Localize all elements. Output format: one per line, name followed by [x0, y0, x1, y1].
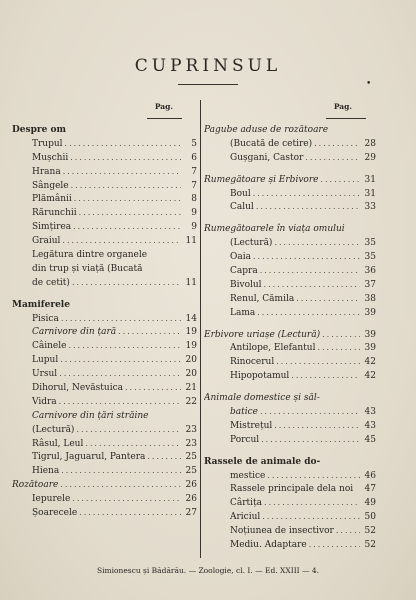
dot-leader	[296, 292, 360, 306]
toc-entry	[12, 234, 197, 248]
toc-entry-page: 50	[364, 512, 376, 523]
dot-leader	[74, 192, 181, 206]
left-pag-rule	[147, 118, 182, 119]
toc-entry	[204, 292, 376, 306]
toc-entry-page: 22	[185, 396, 197, 407]
toc-entry-label: Rinocerul	[230, 357, 275, 368]
left-entries	[12, 123, 197, 520]
toc-spacer	[204, 320, 376, 328]
toc-entry-page: 8	[191, 194, 197, 205]
dot-leader	[61, 464, 181, 478]
toc-entry-page: 38	[364, 293, 376, 304]
toc-entry	[204, 187, 376, 201]
page-footer: Simionescu și Bădărău. — Zoologie, cl. I. — Ed. XXIII — 4.	[96, 566, 320, 575]
toc-entry-label: din trup și viață (Bucată	[32, 263, 143, 274]
toc-entry-page: 31	[364, 174, 376, 185]
toc-entry-page: 20	[185, 355, 197, 366]
dot-leader	[70, 151, 181, 165]
toc-entry-label: Râsul, Leul	[32, 438, 84, 449]
toc-entry	[12, 478, 197, 492]
toc-entry-label: Gușgani, Castor	[230, 152, 304, 163]
toc-entry-page: 52	[364, 540, 376, 551]
toc-entry	[12, 506, 197, 520]
toc-entry-page: 7	[191, 180, 197, 191]
toc-entry	[204, 455, 376, 469]
toc-entry	[204, 391, 376, 405]
toc-spacer	[204, 383, 376, 391]
toc-entry	[204, 236, 376, 250]
toc-entry-page: 47	[364, 484, 376, 495]
toc-entry-label: Rumegătoare și Erbivore	[204, 174, 319, 185]
dot-leader	[76, 423, 181, 437]
dot-leader	[73, 220, 181, 234]
toc-entry-page: 6	[191, 152, 197, 163]
toc-entry-label: Pagube aduse de rozătoare	[204, 125, 329, 135]
toc-entry-label: Tigrul, Jaguarul, Pantera	[32, 452, 146, 463]
toc-entry-label: (Lectură)	[230, 238, 273, 249]
toc-entry-page: 5	[191, 138, 197, 149]
toc-entry-label: Noțiunea de insectivor	[230, 526, 334, 537]
toc-entry	[204, 510, 376, 524]
toc-entry-page: 11	[185, 277, 197, 288]
toc-entry	[204, 524, 376, 538]
toc-entry	[12, 464, 197, 478]
toc-entry	[12, 353, 197, 367]
toc-entry-label: Ursul	[32, 369, 58, 380]
toc-entry	[12, 409, 197, 423]
toc-entry	[204, 264, 376, 278]
dot-leader	[60, 353, 181, 367]
dot-leader	[253, 187, 360, 201]
toc-entry-label: Despre om	[12, 125, 67, 135]
toc-entry-page: 9	[191, 208, 197, 219]
toc-entry-page: 21	[185, 383, 197, 394]
toc-entry-label: Șoarecele	[32, 508, 78, 519]
toc-entry-page: 25	[185, 466, 197, 477]
toc-entry	[12, 248, 197, 262]
toc-entry	[12, 276, 197, 290]
toc-entry-page: 35	[364, 238, 376, 249]
toc-entry	[204, 355, 376, 369]
toc-entry-label: Hrana	[32, 166, 61, 177]
dot-leader	[118, 325, 181, 339]
toc-entry-page: 52	[364, 526, 376, 537]
toc-entry	[12, 381, 197, 395]
toc-entry-label: Rozătoare	[12, 480, 59, 491]
toc-entry	[204, 250, 376, 264]
toc-entry	[12, 423, 197, 437]
dot-leader	[72, 276, 181, 290]
dot-leader	[65, 137, 181, 151]
toc-entry-page: 14	[185, 313, 197, 324]
toc-entry	[204, 369, 376, 383]
toc-entry	[12, 192, 197, 206]
dot-leader	[62, 234, 181, 248]
toc-entry	[12, 339, 197, 353]
toc-entry-label: Cârtița	[230, 498, 263, 509]
toc-entry-label: batice	[230, 407, 258, 418]
toc-entry	[12, 492, 197, 506]
dot-leader	[261, 433, 360, 447]
toc-entry	[204, 405, 376, 419]
page-title: CUPRINSUL	[134, 56, 282, 76]
toc-entry-label: Porcul	[230, 434, 260, 445]
toc-entry-page: 31	[364, 188, 376, 199]
toc-entry	[12, 151, 197, 165]
toc-entry-page: 7	[191, 166, 197, 177]
toc-entry-label: Rărunchii	[32, 208, 77, 219]
dot-leader	[147, 450, 181, 464]
toc-entry	[204, 137, 376, 151]
toc-entry-label: Carnivore din țări străine	[32, 410, 149, 421]
toc-entry	[204, 173, 376, 187]
toc-entry-page: 27	[185, 508, 197, 519]
toc-entry-page: 42	[364, 357, 376, 368]
toc-entry-label: (Bucată de cetire)	[230, 138, 313, 149]
toc-entry-label: Trupul	[32, 138, 63, 149]
dot-leader	[79, 206, 181, 220]
toc-entry	[12, 325, 197, 339]
dot-leader	[291, 369, 360, 383]
toc-entry-page: 39	[364, 307, 376, 318]
toc-entry-page: 35	[364, 252, 376, 263]
toc-entry-page: 42	[364, 371, 376, 382]
toc-entry-label: Simțirea	[32, 222, 72, 233]
column-divider	[200, 100, 201, 558]
dot-leader	[262, 510, 360, 524]
toc-entry	[12, 137, 197, 151]
toc-entry	[12, 437, 197, 451]
toc-entry-label: Dihorul, Nevăstuica	[32, 383, 123, 394]
toc-entry-label: Plămânii	[32, 194, 72, 205]
toc-entry-label: Renul, Cămila	[230, 293, 295, 304]
right-pag-rule	[326, 118, 366, 119]
toc-entry-label: Graiul	[32, 236, 61, 247]
toc-entry-page: 19	[185, 327, 197, 338]
dot-leader	[61, 312, 181, 326]
toc-spacer	[204, 214, 376, 222]
dot-leader	[63, 165, 181, 179]
toc-entry	[204, 306, 376, 320]
dot-leader	[264, 278, 360, 292]
toc-entry-label: Rumegătoarele în viața omului	[204, 224, 345, 235]
toc-entry	[12, 262, 197, 276]
toc-entry-label: Legătura dintre organele	[32, 250, 148, 261]
dot-leader	[317, 341, 360, 355]
toc-entry	[204, 278, 376, 292]
title-underline	[178, 84, 238, 85]
toc-entry-page: 23	[185, 424, 197, 435]
toc-entry	[12, 395, 197, 409]
toc-entry-label: Antilope, Elefantul	[230, 343, 316, 354]
toc-entry-label: Rassele principale dela noi	[230, 484, 354, 495]
dot-leader	[257, 306, 360, 320]
left-pag-header: Pag.	[154, 102, 173, 111]
right-pag-header: Pag.	[333, 102, 352, 111]
toc-entry-page: 28	[364, 138, 376, 149]
dot-leader	[276, 355, 360, 369]
dot-leader	[305, 151, 360, 165]
toc-entry-label: Lama	[230, 307, 256, 318]
toc-entry	[12, 367, 197, 381]
toc-left-column	[12, 100, 197, 520]
toc-entry-label: Mușchii	[32, 152, 69, 163]
toc-entry-page: 43	[364, 420, 376, 431]
dot-leader	[260, 405, 360, 419]
dot-leader	[309, 538, 360, 552]
dot-leader	[256, 200, 360, 214]
toc-entry	[204, 469, 376, 483]
stray-mark: •	[366, 79, 372, 89]
dot-leader	[68, 339, 181, 353]
toc-entry-label: de cetit)	[32, 277, 70, 288]
dot-leader	[59, 367, 181, 381]
toc-entry-label: Carnivore din țară	[32, 327, 117, 338]
toc-entry-page: 11	[185, 236, 197, 247]
toc-entry-label: Câinele	[32, 341, 67, 352]
dot-leader	[274, 236, 360, 250]
toc-entry-page: 46	[364, 470, 376, 481]
toc-entry-label: Erbivore uriașe (Lectură)	[204, 329, 321, 340]
dot-leader	[264, 496, 360, 510]
toc-entry-page: 43	[364, 407, 376, 418]
toc-entry	[204, 433, 376, 447]
toc-entry	[204, 482, 376, 496]
toc-entry	[204, 200, 376, 214]
toc-entry-page: 45	[364, 434, 376, 445]
dot-leader	[59, 395, 181, 409]
dot-leader	[125, 381, 181, 395]
toc-entry-label: Boul	[230, 188, 251, 199]
dot-leader	[253, 250, 360, 264]
dot-leader	[320, 173, 360, 187]
toc-entry	[12, 206, 197, 220]
dot-leader	[322, 328, 360, 342]
toc-entry	[12, 298, 197, 312]
dot-leader	[336, 524, 360, 538]
toc-entry-page: 20	[185, 369, 197, 380]
toc-entry-page: 36	[364, 266, 376, 277]
toc-entry	[204, 123, 376, 137]
toc-spacer	[204, 165, 376, 173]
toc-entry-page: 9	[191, 222, 197, 233]
toc-entry-label: Sângele	[32, 180, 69, 191]
toc-entry-page: 26	[185, 494, 197, 505]
toc-entry-page: 23	[185, 438, 197, 449]
toc-entry-label: Capra	[230, 266, 258, 277]
toc-spacer	[204, 447, 376, 455]
toc-entry-page: 37	[364, 279, 376, 290]
toc-entry	[12, 450, 197, 464]
toc-entry-label: Pisica	[32, 313, 59, 324]
toc-entry-label: Oaia	[230, 252, 251, 263]
toc-entry-label: Animale domestice și săl-	[204, 393, 320, 404]
toc-entry	[204, 328, 376, 342]
dot-leader	[71, 179, 181, 193]
toc-entry-label: Vidra	[32, 396, 57, 407]
toc-entry-label: Ariciul	[230, 512, 261, 523]
toc-entry-label: Mediu. Adaptare	[230, 540, 307, 551]
toc-entry	[12, 312, 197, 326]
toc-entry-label: Calul	[230, 202, 254, 213]
dot-leader	[267, 469, 360, 483]
toc-entry-page: 29	[364, 152, 376, 163]
toc-entry	[12, 179, 197, 193]
toc-entry-label: Hiena	[32, 466, 60, 477]
dot-leader	[314, 137, 360, 151]
toc-entry-label: Rassele de animale do-	[204, 456, 321, 467]
toc-entry-label: Hipopotamul	[230, 371, 290, 382]
toc-entry	[12, 220, 197, 234]
dot-leader	[72, 492, 181, 506]
toc-entry-page: 19	[185, 341, 197, 352]
toc-entry-label: Mistrețul	[230, 420, 273, 431]
toc-entry-page: 49	[364, 498, 376, 509]
toc-entry	[12, 165, 197, 179]
toc-right-column	[204, 100, 376, 552]
toc-entry-label: Iepurele	[32, 494, 71, 505]
dot-leader	[260, 264, 360, 278]
dot-leader	[60, 478, 181, 492]
toc-entry-page: 39	[364, 329, 376, 340]
dot-leader	[274, 419, 360, 433]
toc-entry-label: mestice	[230, 470, 266, 481]
toc-entry	[204, 341, 376, 355]
toc-entry-label: Mamiferele	[12, 299, 70, 310]
toc-entry	[204, 538, 376, 552]
toc-entry	[204, 151, 376, 165]
right-entries	[204, 123, 376, 552]
toc-entry-page: 39	[364, 343, 376, 354]
toc-entry	[204, 222, 376, 236]
dot-leader	[85, 437, 181, 451]
toc-entry-page: 25	[185, 452, 197, 463]
toc-entry	[204, 496, 376, 510]
toc-entry-page: 33	[364, 202, 376, 213]
dot-leader	[79, 506, 181, 520]
toc-entry-label: Bivolul	[230, 279, 262, 290]
toc-spacer	[12, 290, 197, 298]
toc-entry-page: 26	[185, 480, 197, 491]
toc-entry-label: (Lectură)	[32, 424, 75, 435]
toc-entry-label: Lupul	[32, 355, 59, 366]
toc-entry	[204, 419, 376, 433]
toc-entry	[12, 123, 197, 137]
